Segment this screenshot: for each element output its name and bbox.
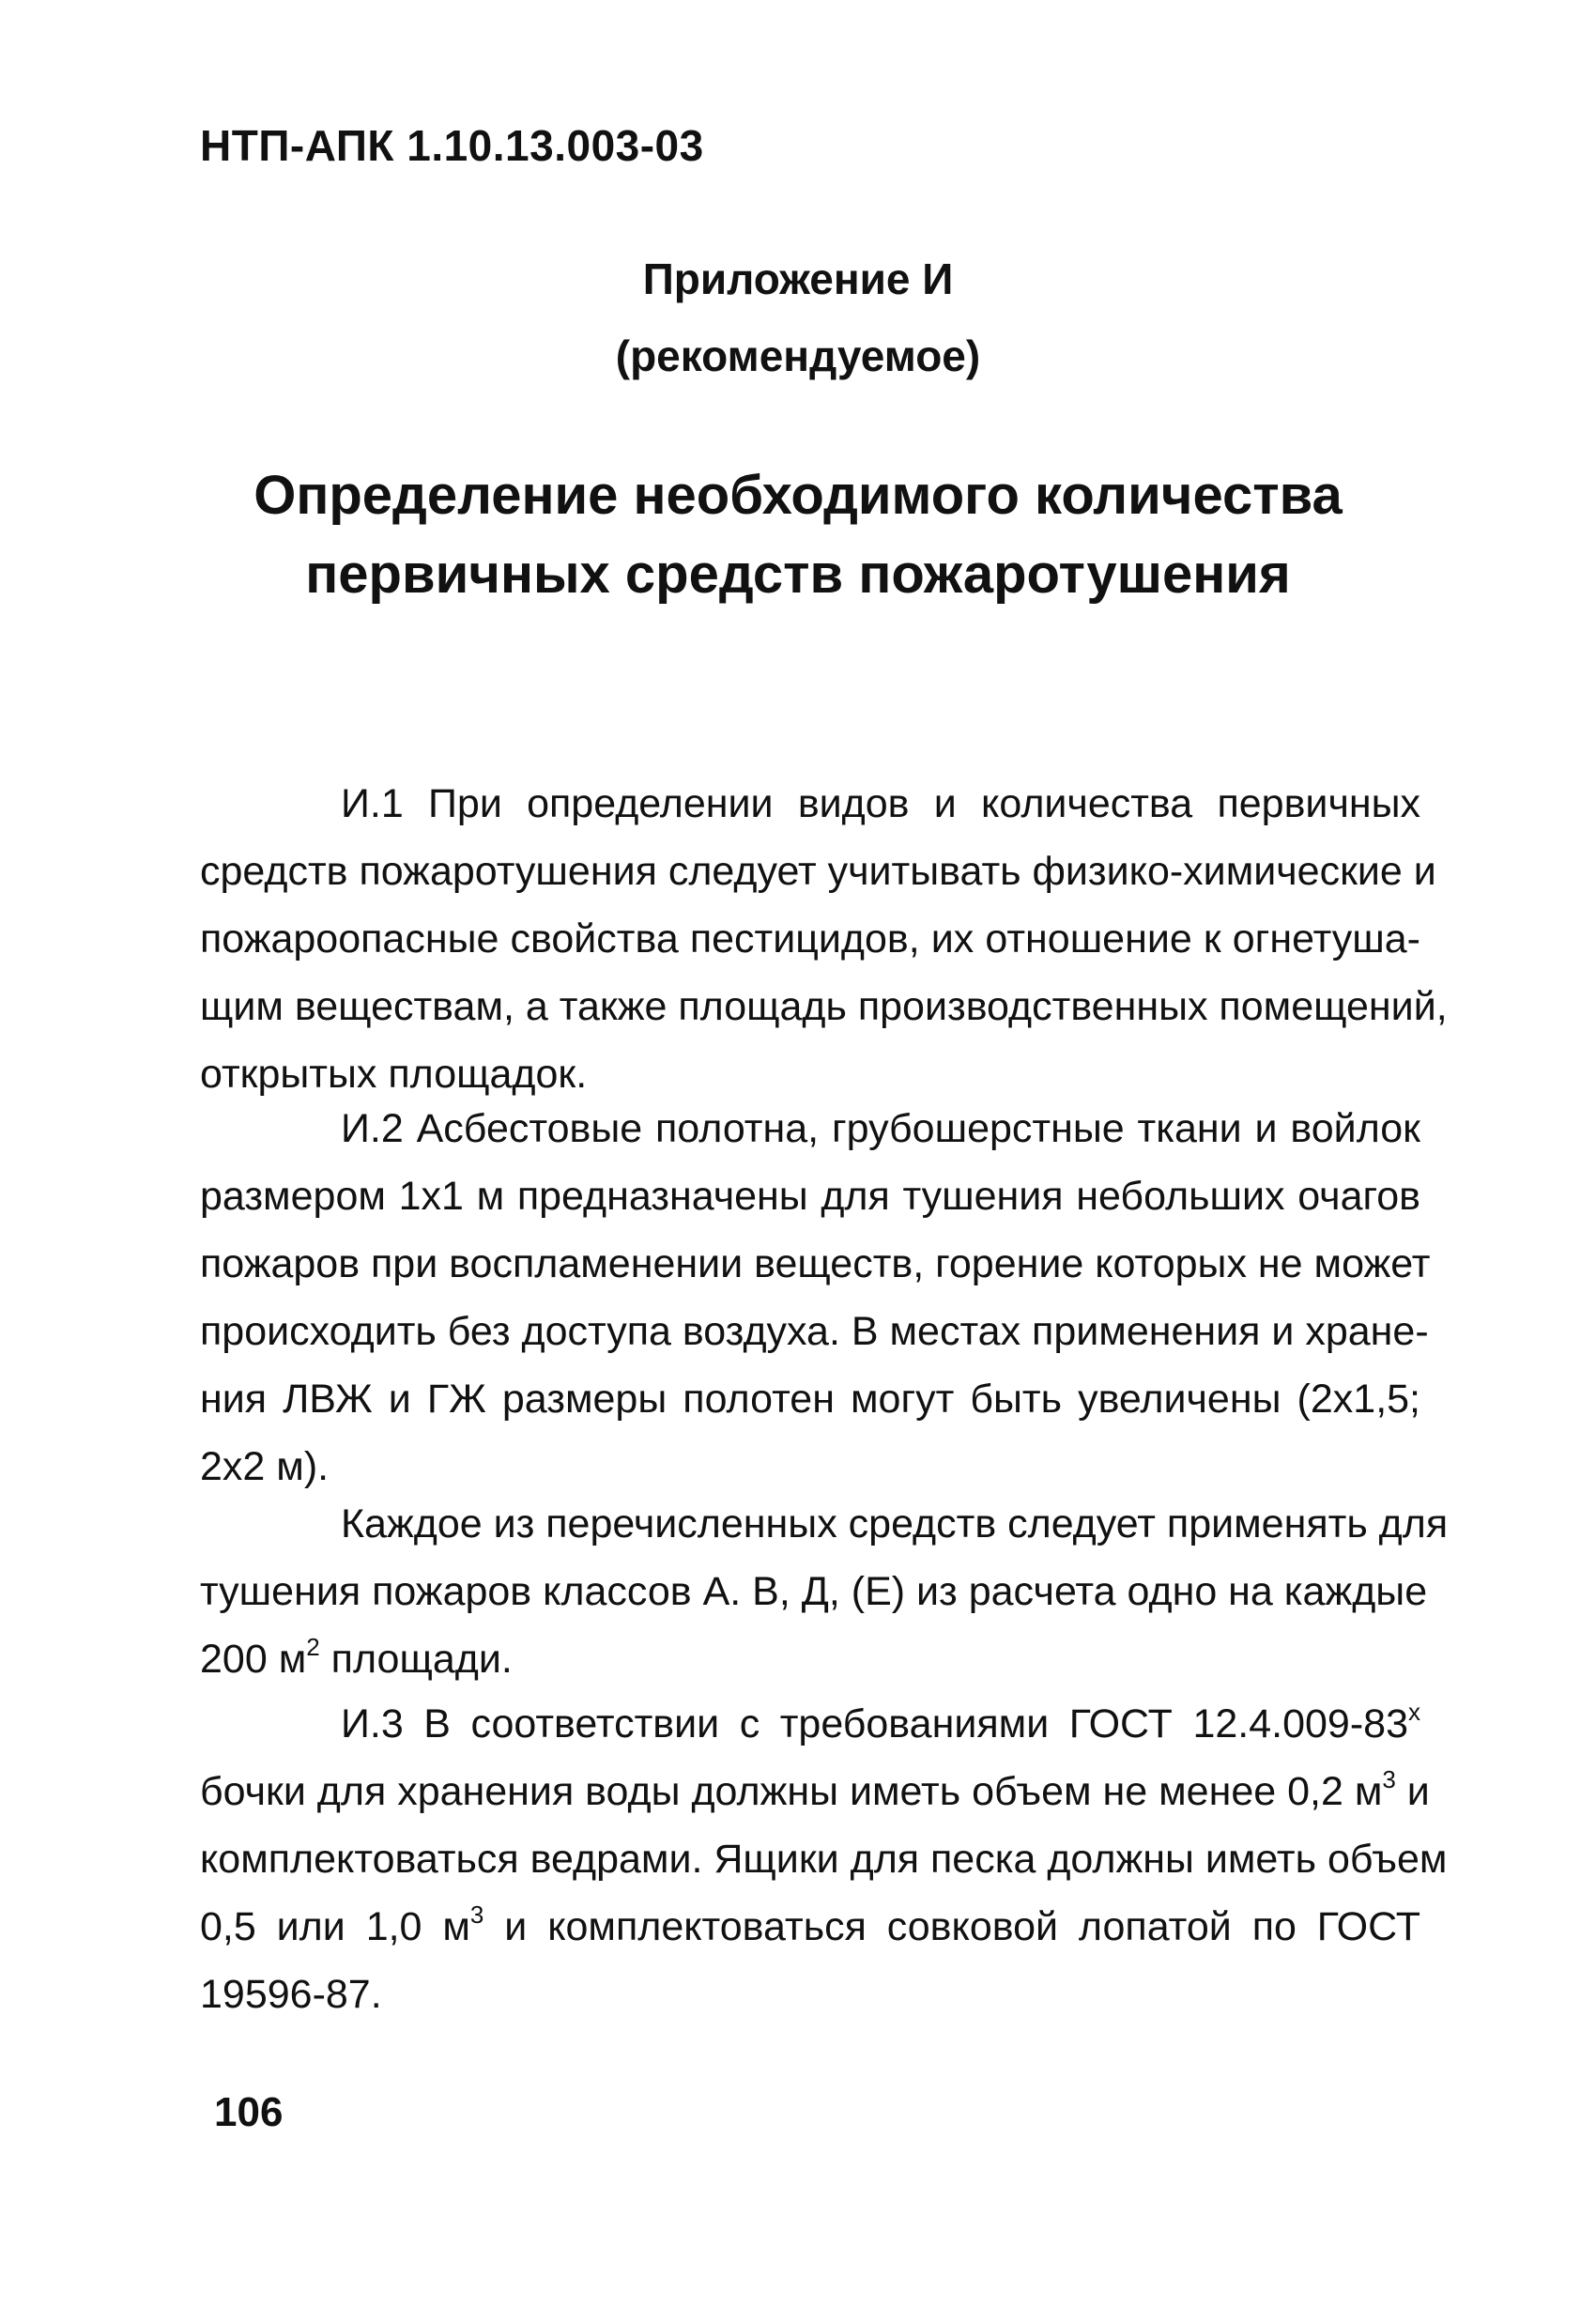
text-line: [200, 1625, 1420, 1693]
section-heading-line-1: Определение необходимого количества: [253, 465, 1343, 526]
section-heading-line-2: первичных средств пожаротушения: [305, 544, 1291, 605]
text-line: средств пожаротушения следует учитывать физико-химические и: [200, 849, 1436, 894]
text-line: И.2 Асбестовые полотна, грубошерстные ткани и войлок: [341, 1106, 1420, 1151]
text-line: [200, 1758, 1430, 1825]
text-fragment: 0,5 или 1,0 м: [200, 1904, 470, 1949]
text-line: размером 1х1 м предназначены для тушения небольших очагов: [200, 1174, 1420, 1219]
text-fragment: площади.: [319, 1637, 513, 1682]
text-line: пожаров при воспламенении веществ, горение которых не может: [200, 1241, 1431, 1286]
page-number: 106: [214, 2089, 284, 2135]
paragraph-i2: [200, 1095, 1431, 1500]
text-line: тушения пожаров классов А. В, Д, (Е) из расчета одно на каждые: [200, 1569, 1428, 1614]
paragraph-i3: [200, 1690, 1448, 2028]
text-line: 19596-87.: [200, 1972, 382, 2017]
appendix-title: Приложение И: [642, 254, 954, 303]
text-fragment: и: [1395, 1769, 1430, 1814]
text-line: И.1 При определении видов и количества первичных: [341, 781, 1420, 826]
text-line: ния ЛВЖ и ГЖ размеры полотен могут быть увеличены (2х1,5;: [200, 1377, 1420, 1422]
text-line: пожароопасные свойства пестицидов, их отношение к огнетуша-: [200, 916, 1420, 962]
text-line: [200, 1690, 1420, 1758]
text-line: щим веществам, а также площадь производственных помещений,: [200, 984, 1448, 1029]
text-line: открытых площадок.: [200, 1052, 588, 1097]
document-code: НТП-АПК 1.10.13.003-03: [200, 121, 704, 170]
paragraph-i1: [200, 770, 1448, 1108]
superscript: 3: [469, 1900, 484, 1929]
superscript: 2: [306, 1633, 320, 1661]
text-fragment: и комплектоваться совковой лопатой по ГОСТ: [483, 1904, 1420, 1949]
text-line: происходить без доступа воздуха. В местах применения и хране-: [200, 1309, 1429, 1354]
appendix-status: (рекомендуемое): [615, 331, 981, 380]
text-line: Каждое из перечисленных средств следует применять для: [341, 1501, 1449, 1546]
text-line: комплектоваться ведрами. Ящики для песка должны иметь объем: [200, 1837, 1448, 1882]
superscript: 3: [1382, 1765, 1396, 1793]
text-fragment: И.3 В соответствии с требованиями ГОСТ 12.4.009-83: [341, 1701, 1408, 1746]
text-line: 2х2 м).: [200, 1444, 330, 1489]
text-fragment: 200 м: [200, 1637, 307, 1682]
text-line: [200, 1893, 1420, 1961]
superscript: х: [1408, 1698, 1420, 1726]
paragraph-extinguishing-classes: [200, 1490, 1449, 1693]
text-fragment: бочки для хранения воды должны иметь объем не менее 0,2 м: [200, 1769, 1383, 1814]
